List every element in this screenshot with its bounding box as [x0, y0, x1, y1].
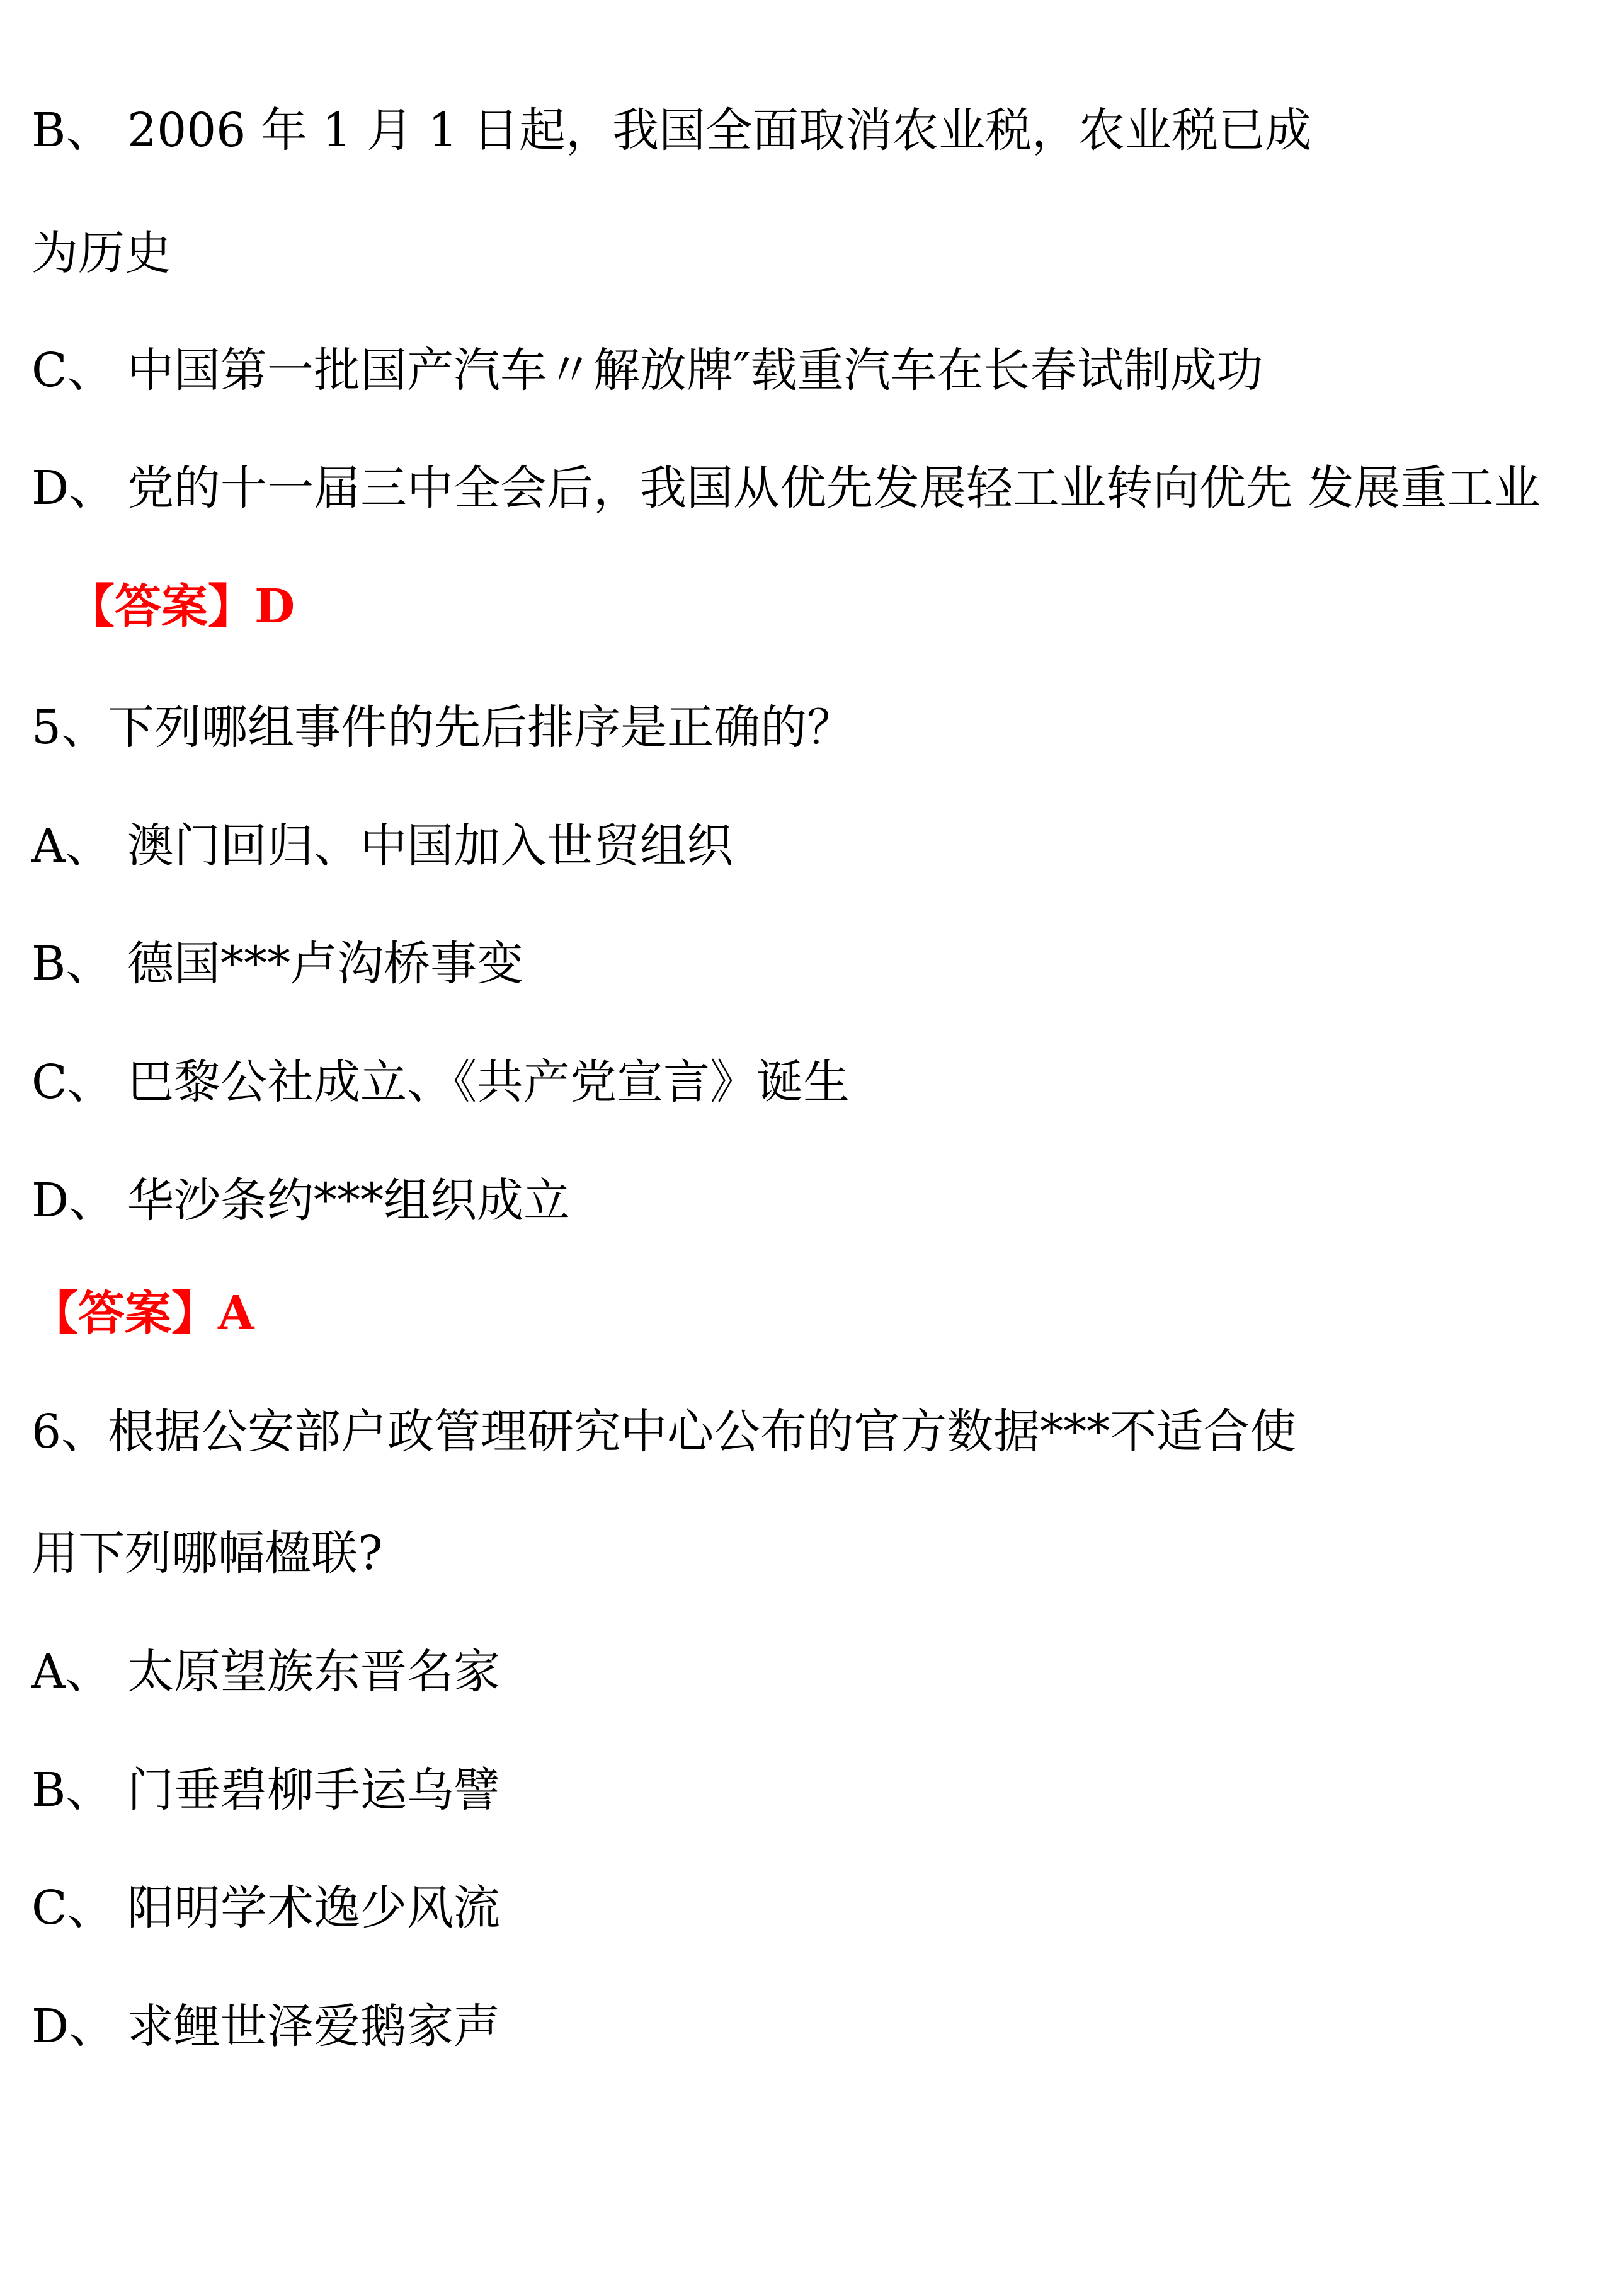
q5-option-d	[31, 1172, 570, 1229]
q5-option-a	[31, 818, 733, 874]
answer-4	[68, 578, 295, 635]
q5-question	[31, 699, 853, 756]
option-label: C、	[31, 343, 114, 397]
q6-question-line-1	[31, 1403, 1296, 1460]
option-label: C、	[31, 1055, 114, 1109]
option-text: 阳明学术逸少风流	[127, 1881, 500, 1935]
answer-value: A	[218, 1286, 254, 1340]
option-label: C、	[31, 1881, 114, 1935]
option-text: 为历史	[31, 226, 171, 280]
answer-tag: 【答案】	[31, 1286, 218, 1340]
q6-question-line-2	[31, 1525, 383, 1582]
q4-option-c	[31, 342, 1263, 399]
answer-5	[31, 1285, 254, 1342]
question-text: 6、根据公安部户政管理研究中心公布的官方数据***不适合使	[31, 1405, 1297, 1459]
option-label: A、	[31, 819, 112, 873]
option-text: 太原望族东晋名家	[127, 1645, 500, 1699]
option-text: 巴黎公社成立、《共产党宣言》诞生	[127, 1055, 850, 1109]
option-text: 门垂碧柳手运乌譬	[127, 1763, 500, 1817]
q6-option-b	[31, 1762, 500, 1819]
option-text: 华沙条约***组织成立	[127, 1174, 570, 1228]
option-text: 中国第一批国产汽车〃解放牌″载重汽车在长春试制成功	[127, 343, 1263, 397]
option-label: D、	[31, 461, 116, 515]
question-text: 用下列哪幅楹联?	[31, 1526, 383, 1580]
q6-option-c	[31, 1880, 500, 1936]
option-label: A、	[31, 1645, 112, 1699]
q5-option-b	[31, 935, 523, 992]
q4-option-d	[31, 460, 1541, 517]
q6-option-d	[31, 1998, 500, 2055]
option-text: 德国***卢沟桥事变	[127, 937, 523, 991]
option-text: 党的十一届三中全会后，我国从优先发展轻工业转向优先 发展重工业	[127, 461, 1541, 515]
option-text: 求鲤世泽爱鹅家声	[127, 1999, 500, 2053]
option-label: D、	[31, 1174, 116, 1228]
option-label: D、	[31, 1999, 116, 2053]
answer-tag: 【答案】	[68, 580, 254, 634]
q4-option-b-continued	[31, 225, 171, 282]
option-label: B、	[31, 937, 113, 991]
answer-value: D	[254, 580, 295, 634]
q5-option-c	[31, 1054, 850, 1111]
option-text: 2006 年 1 月 1 日起，我国全面取消农业税，农业税已成	[127, 103, 1312, 157]
q4-option-b	[31, 102, 1311, 159]
option-label: B、	[31, 103, 113, 157]
option-label: B、	[31, 1763, 113, 1817]
question-text: 5、下列哪组事件的先后排序是正确的？	[31, 700, 854, 755]
q6-option-a	[31, 1643, 500, 1700]
option-text: 澳门回归、中国加入世贸组织	[127, 819, 733, 873]
